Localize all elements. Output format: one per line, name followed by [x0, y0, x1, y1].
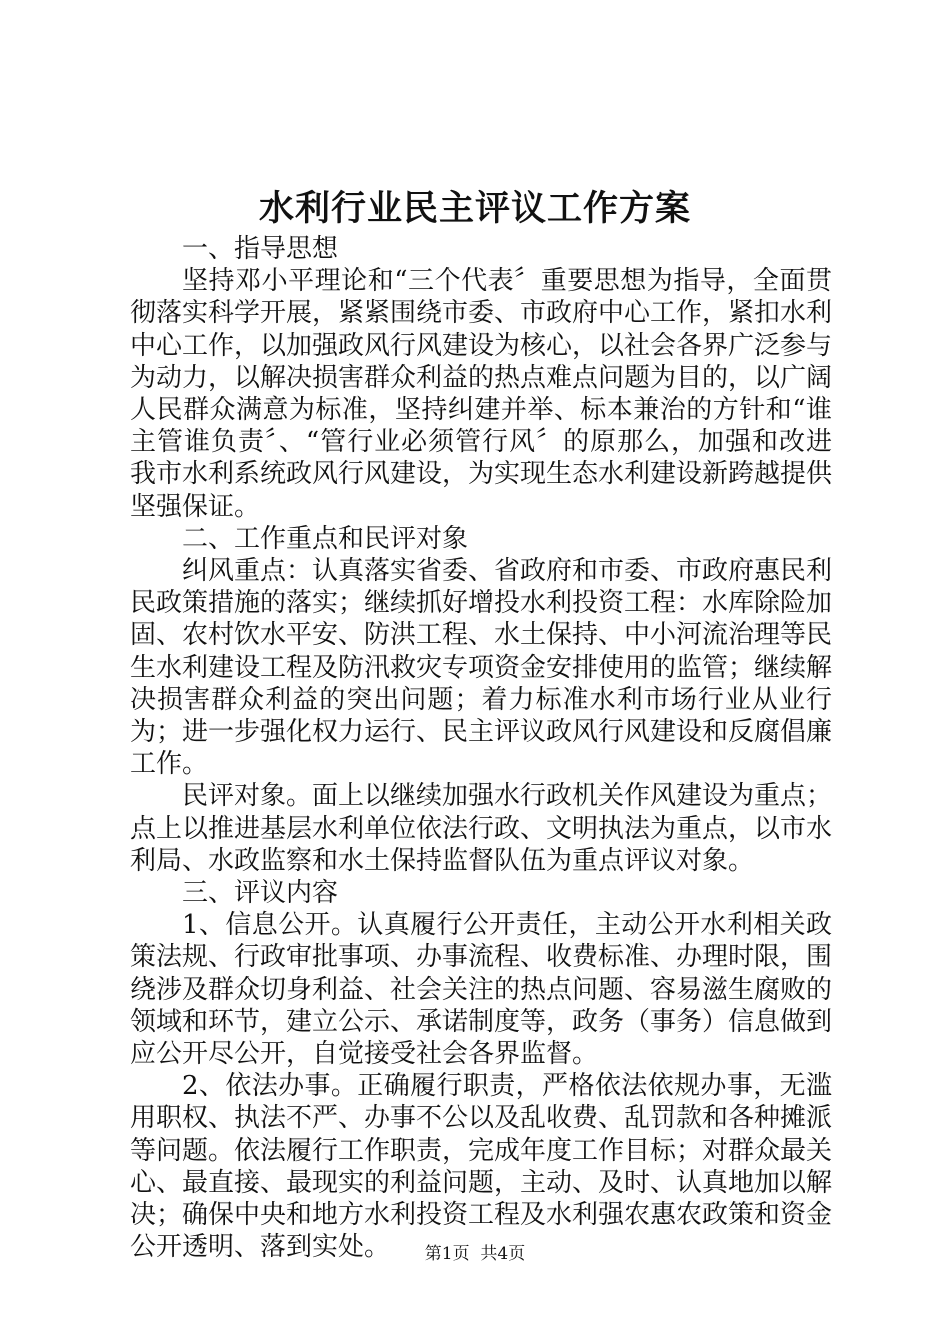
paragraph-evaluation-targets: 民评对象。面上以继续加强水行政机关作风建设为重点；点上以推进基层水利单位依法行政、文明执法为重点，以市水利局、水政监察和水土保持监督队伍为重点评议对象。 — [130, 781, 833, 876]
section-heading-work-focus: 二、工作重点和民评对象 — [182, 523, 469, 554]
page-footer — [0, 1243, 950, 1265]
paragraph-guiding-ideology: 坚持邓小平理论和“三个代表〞重要思想为指导，全面贯彻落实科学开展，紧紧围绕市委、市政府中心工作，紧扣水利中心工作，以加强政风行风建设为核心，以社会各界广泛参与为动力，以解决损害群众利益的热点难点问题为目的，以广阔人民群众满意为标准，坚持纠建并举、标本兼治的方针和“谁主管谁负责〞、“管行业必须管行风〞的原那么，加强和改进我市水利系统政风行风建设，为实现生态水利建设新跨越提供坚强保证。 — [130, 266, 833, 522]
paragraph-rectification-focus: 纠风重点：认真落实省委、省政府和市委、市政府惠民利民政策措施的落实；继续抓好增投水利投资工程：水库除险加固、农村饮水平安、防洪工程、水土保持、中小河流治理等民生水利建设工程及防汛救灾专项资金安排使用的监管；继续解决损害群众利益的突出问题；着力标准水利市场行业从业行为；进一步强化权力运行、民主评议政风行风建设和反腐倡廉工作。 — [130, 556, 833, 780]
section-heading-evaluation-content: 三、评议内容 — [182, 878, 339, 909]
document-title: 水利行业民主评议工作方案 — [258, 189, 691, 229]
paragraph-information-disclosure: 1、信息公开。认真履行公开责任，主动公开水利相关政策法规、行政审批事项、办事流程、收费标准、办理时限，围绕涉及群众切身利益、社会关注的热点问题、容易滋生腐败的领域和环节，建立公示、承诺制度等，政务（事务）信息做到应公开尽公开，自觉接受社会各界监督。 — [130, 910, 833, 1070]
section-heading-guiding-ideology: 一、指导思想 — [182, 234, 339, 264]
page-total: 共4页 — [480, 1244, 526, 1264]
document-body — [130, 233, 832, 1264]
page-number: 第1页 — [424, 1244, 470, 1264]
paragraph-lawful-administration: 2、依法办事。正确履行职责，严格依法依规办事，无滥用职权、执法不严、办事不公以及乱收费、乱罚款和各种摊派等问题。依法履行工作职责，完成年度工作目标；对群众最关心、最直接、最现实的利益问题，主动、及时、认真地加以解决；确保中央和地方水利投资工程及水利强农惠农政策和资金公开透明、落到实处。 — [130, 1071, 833, 1263]
